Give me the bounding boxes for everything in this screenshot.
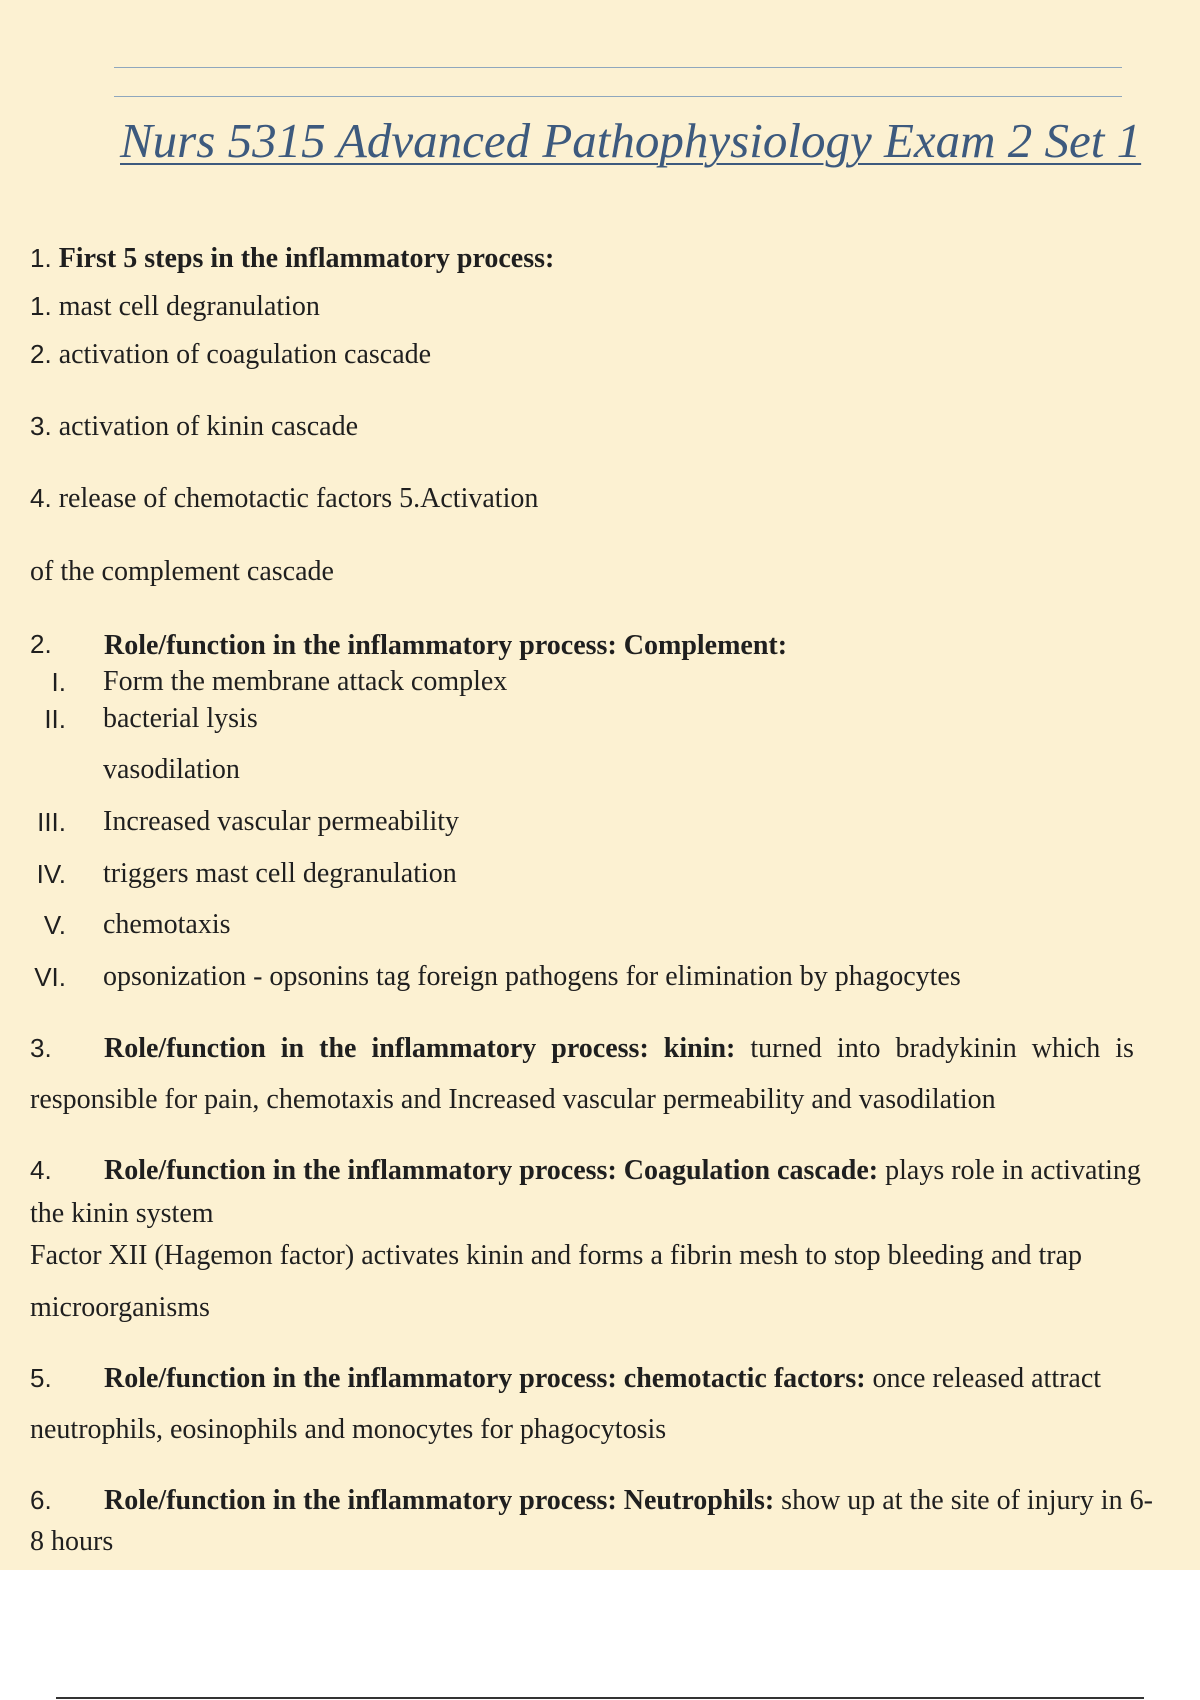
q1-step-number: 3.	[30, 411, 52, 441]
q2-item-text: triggers mast cell degranulation	[103, 858, 457, 889]
q5-line-1	[104, 1363, 1101, 1395]
q1-step-number: 1.	[30, 291, 52, 321]
q6-number: 6.	[30, 1485, 52, 1515]
q4-factor-text: Factor XII (Hagemon factor) activates kinin and forms a fibrin mesh to stop bleeding and trap	[30, 1240, 1083, 1271]
q2-item-text: chemotaxis	[103, 909, 231, 940]
q1-step	[30, 290, 1200, 323]
q5-number: 5.	[30, 1363, 52, 1393]
q1-heading: First 5 steps in the inflammatory process:	[58, 243, 555, 274]
q4-number: 4.	[30, 1155, 52, 1185]
q2-number: 2.	[30, 629, 52, 659]
q3-number: 3.	[30, 1033, 52, 1063]
q2-item-text: opsonization - opsonins tag foreign pathogens for elimination by phagocytes	[103, 961, 961, 992]
q3-text-continued: responsible for pain, chemotaxis and Increased vascular permeability and vasodilation	[30, 1084, 996, 1115]
q2-item-number: VI.	[34, 962, 66, 992]
q3-heading: Role/function in the inflammatory process: kinin:	[104, 1033, 736, 1064]
q4-heading: Role/function in the inflammatory process: Coagulation cascade:	[104, 1155, 879, 1186]
q1-step	[30, 410, 1200, 443]
q6-heading: Role/function in the inflammatory process: Neutrophils:	[104, 1485, 775, 1516]
q2-item-text: vasodilation	[103, 754, 240, 785]
q1-step	[30, 482, 1200, 515]
q2-item-number: III.	[37, 807, 66, 837]
q6-line-1	[104, 1485, 1153, 1517]
q1-step-text: mast cell degranulation	[58, 291, 320, 322]
q1-number: 1.	[30, 243, 52, 273]
q1-step-text: activation of kinin cascade	[58, 411, 359, 442]
q1-step	[30, 338, 1200, 371]
q6-text: show up at the site of injury in 6-	[781, 1485, 1153, 1516]
q1-step-text: activation of coagulation cascade	[58, 339, 432, 370]
q2-item-number: V.	[43, 910, 66, 940]
q4-line-1	[104, 1155, 1141, 1187]
q6-text-continued: 8 hours	[30, 1526, 114, 1557]
q1-step-text: release of chemotactic factors 5.Activation	[58, 483, 539, 514]
q1-step-number: 2.	[30, 339, 52, 369]
q1-continuation: of the complement cascade	[30, 556, 334, 587]
q2-item-text: Increased vascular permeability	[103, 806, 460, 837]
page-title: Nurs 5315 Advanced Pathophysiology Exam 2 Set 1	[120, 113, 1142, 168]
q3-text: turned into bradykinin which is	[750, 1033, 1134, 1064]
q2-item-text: Form the membrane attack complex	[103, 666, 508, 697]
q1-heading-line	[30, 242, 1200, 275]
q5-heading: Role/function in the inflammatory process: chemotactic factors:	[104, 1363, 866, 1394]
q4-text-continued: the kinin system	[30, 1198, 214, 1229]
q4-factor-text-continued: microorganisms	[30, 1292, 210, 1323]
q2-item-text: bacterial lysis	[103, 703, 258, 734]
q2-item-number: IV.	[36, 859, 66, 889]
q3-line-1	[104, 1033, 1134, 1065]
header-rule-bottom	[114, 96, 1122, 97]
q5-text-continued: neutrophils, eosinophils and monocytes for phagocytosis	[30, 1414, 667, 1445]
q2-heading: Role/function in the inflammatory process: Complement:	[104, 630, 788, 661]
q4-text: plays role in activating	[885, 1155, 1141, 1186]
q5-text: once released attract	[872, 1363, 1102, 1394]
q2-item-number: II.	[44, 704, 66, 734]
header-rule-top	[114, 67, 1122, 68]
footer-rule	[56, 1697, 1144, 1699]
q1-step-number: 4.	[30, 483, 52, 513]
q2-item-number: I.	[51, 667, 66, 697]
